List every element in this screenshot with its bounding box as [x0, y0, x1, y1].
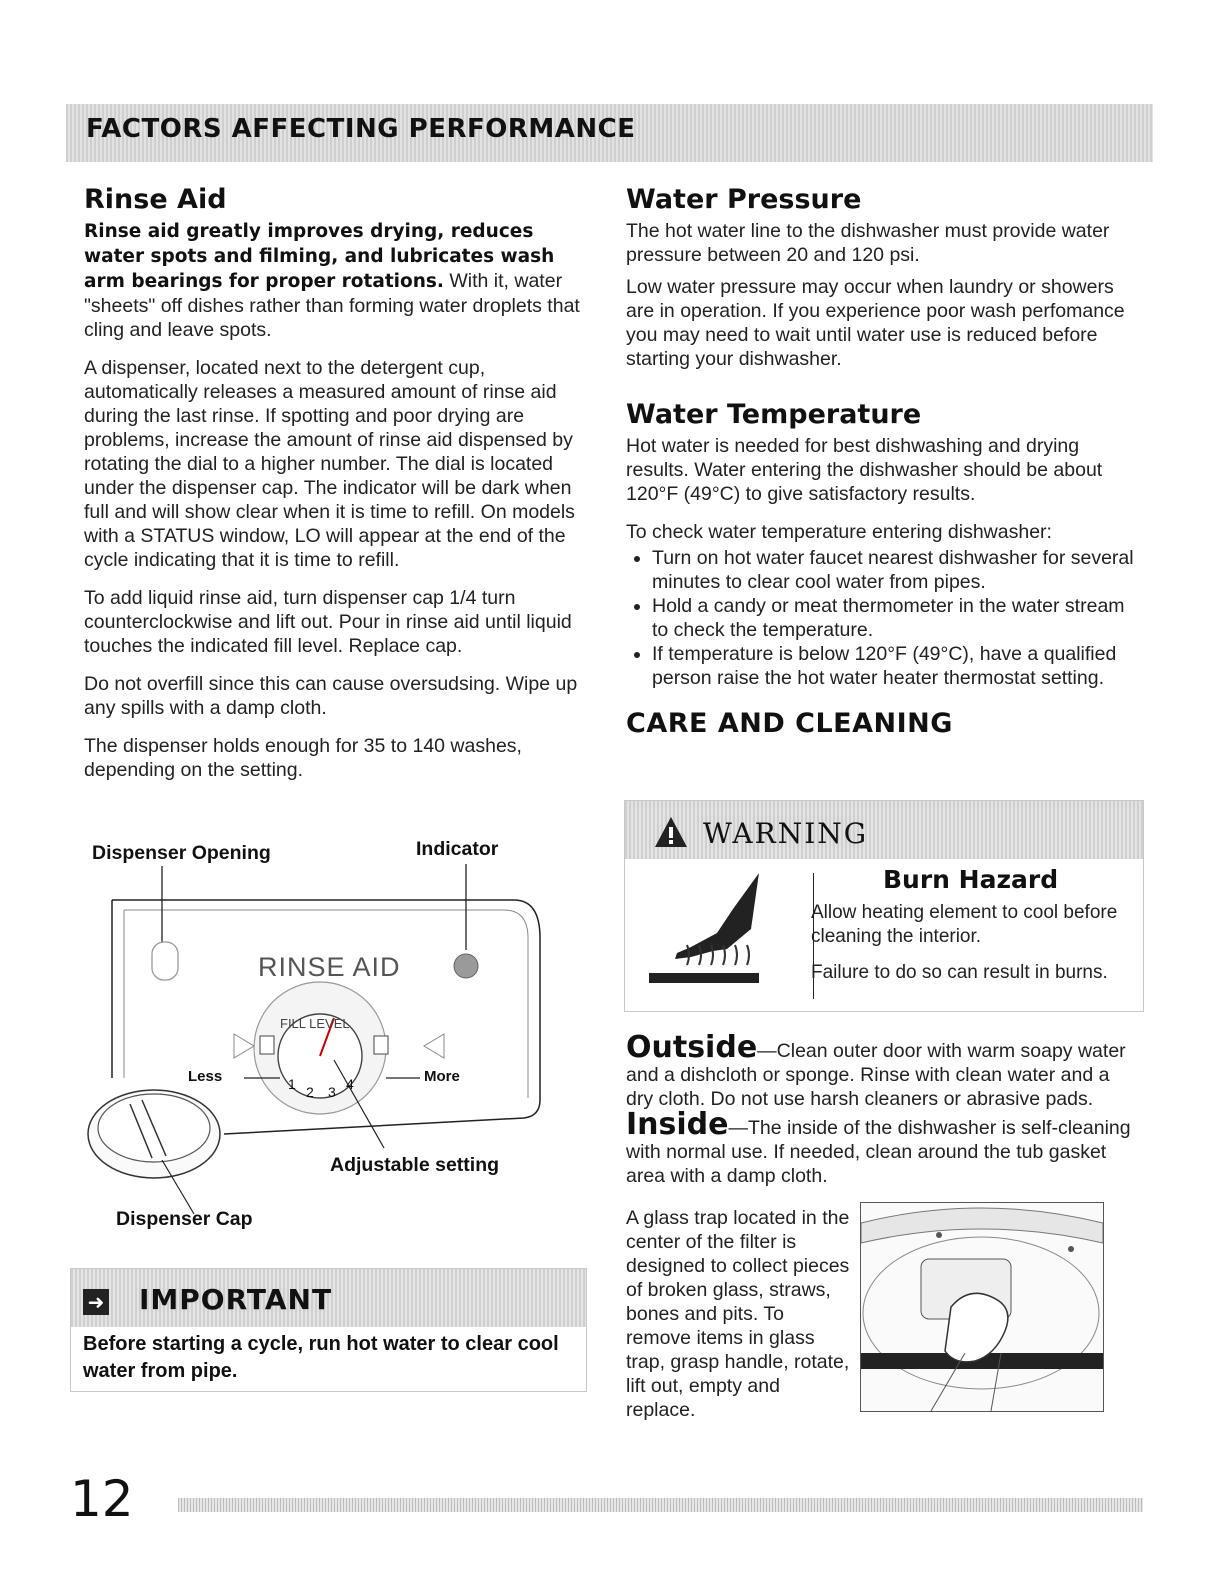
care-cleaning-heading: CARE AND CLEANING — [626, 708, 953, 739]
hazard-line: Failure to do so can result in burns. — [811, 962, 1108, 983]
section-title: FACTORS AFFECTING PERFORMANCE — [86, 114, 636, 144]
outside-text: —Clean outer door with warm soapy water and a dishcloth or sponge. Rinse with clean water and a dry cloth. Do not use harsh cleaners or abrasive pads. — [626, 1040, 1126, 1110]
less-label: Less — [188, 1068, 223, 1085]
hazard-text — [811, 901, 1136, 997]
rinse-aid-intro — [84, 219, 594, 342]
more-label: More — [424, 1068, 460, 1085]
warning-bar — [625, 801, 1143, 859]
footer-bar — [178, 1498, 1143, 1512]
indicator-label: Indicator — [416, 838, 499, 860]
glass-trap-illustration — [860, 1202, 1104, 1412]
rinse-aid-illustration — [84, 838, 554, 1238]
fill-level-text: FILL LEVEL — [280, 1016, 350, 1031]
list-item: • Hold a candy or meat thermometer in the water stream to check the temperature. — [652, 594, 1141, 642]
water-pressure-paragraph: The hot water line to the dishwasher must provide water pressure between 20 and 120 psi. — [626, 220, 1110, 266]
rinse-aid-paragraph: The dispenser holds enough for 35 to 140 washes, depending on the setting. — [84, 735, 522, 781]
important-bar — [71, 1269, 586, 1327]
rinse-aid-lead: Rinse aid greatly improves drying, reduces water spots and filming, and lubricates wash arm bearings for proper rotations. — [84, 221, 555, 292]
dispenser-cap-label: Dispenser Cap — [116, 1208, 253, 1230]
rinse-aid-paragraph: Do not overfill since this can cause oversudsing. Wipe up any spills with a damp cloth. — [84, 673, 578, 719]
right-column — [626, 184, 1141, 739]
important-message: Before starting a cycle, run hot water to clear cool water from pipe. — [83, 1333, 559, 1382]
warning-notice — [624, 800, 1144, 1012]
dial-number: 3 — [328, 1084, 336, 1100]
glass-trap-image — [861, 1203, 1103, 1411]
temperature-steps-list — [626, 546, 1141, 690]
inside-paragraph — [626, 1107, 1141, 1188]
rinse-aid-lead-rest: With it, water "sheets" off dishes rather than forming water droplets that cling and leave spots. — [84, 270, 580, 341]
burn-hazard-icon — [647, 869, 777, 999]
section-banner — [66, 104, 1153, 162]
inside-text: —The inside of the dishwasher is self-cleaning with normal use. If needed, clean around the tub gasket area with a damp cloth. — [626, 1117, 1131, 1187]
warning-title: WARNING — [703, 817, 869, 850]
list-item: • If temperature is below 120°F (49°C), have a qualified person raise the hot water heater thermostat setting. — [652, 642, 1141, 690]
water-temperature-paragraph: Hot water is needed for best dishwashing and drying results. Water entering the dishwasher should be about 120°F (49°C) to give satisfactory results. — [626, 435, 1103, 505]
rinse-aid-paragraph: To add liquid rinse aid, turn dispenser cap 1/4 turn counterclockwise and lift out. Pour in rinse aid until liquid touches the indicated fill level. Replace cap. — [84, 587, 572, 657]
page-number: 12 — [70, 1470, 134, 1528]
outside-keyword: Outside — [626, 1030, 758, 1065]
rinse-aid-diagram — [84, 838, 554, 1238]
hazard-line: Allow heating element to cool before cleaning the interior. — [811, 902, 1118, 947]
water-temperature-paragraph: To check water temperature entering dishwasher: — [626, 521, 1052, 543]
warning-triangle-icon — [653, 815, 689, 849]
glass-trap-text: A glass trap located in the center of the filter is designed to collect pieces of broken glass, straws, bones and pits. To remove items in glass trap, grasp handle, rotate, lift out, empty and replace. — [626, 1207, 850, 1421]
adjustable-setting-label: Adjustable setting — [330, 1154, 500, 1176]
cleaning-instructions — [626, 1030, 1141, 1202]
arrow-right-icon: ➜ — [83, 1289, 109, 1315]
rinse-aid-heading: Rinse Aid — [84, 184, 227, 215]
list-item: • Turn on hot water faucet nearest dishwasher for several minutes to clear cool water from pipes. — [652, 546, 1141, 594]
important-title: IMPORTANT — [139, 1283, 333, 1316]
water-temperature-heading: Water Temperature — [626, 399, 922, 430]
hazard-title: Burn Hazard — [883, 865, 1059, 894]
dial-number: 1 — [288, 1076, 296, 1092]
dispenser-opening-label: Dispenser Opening — [92, 842, 271, 864]
important-notice — [70, 1268, 587, 1392]
dial-number: 2 — [306, 1084, 314, 1100]
rinse-aid-paragraph: A dispenser, located next to the detergent cup, automatically releases a measured amount of rinse aid during the last rinse. If spotting and poor drying are problems, increase the amount of rinse aid dispensed by rotating the dial to a higher number. The dial is located under the dispenser cap. The indicator will be dark when full and will show clear when it is time to refill. On models with a STATUS window, LO will appear at the end of the cycle indicating that it is time to refill. — [84, 357, 575, 571]
water-pressure-paragraph: Low water pressure may occur when laundry or showers are in operation. If you experience poor wash perfomance you may need to wait until water use is reduced before starting your dishwasher. — [626, 276, 1125, 370]
dial-number: 4 — [346, 1076, 354, 1092]
left-column — [84, 184, 594, 796]
outside-paragraph — [626, 1030, 1141, 1111]
inside-keyword: Inside — [626, 1107, 729, 1142]
rinse-aid-panel-text: RINSE AID — [258, 952, 401, 982]
water-pressure-heading: Water Pressure — [626, 184, 862, 215]
